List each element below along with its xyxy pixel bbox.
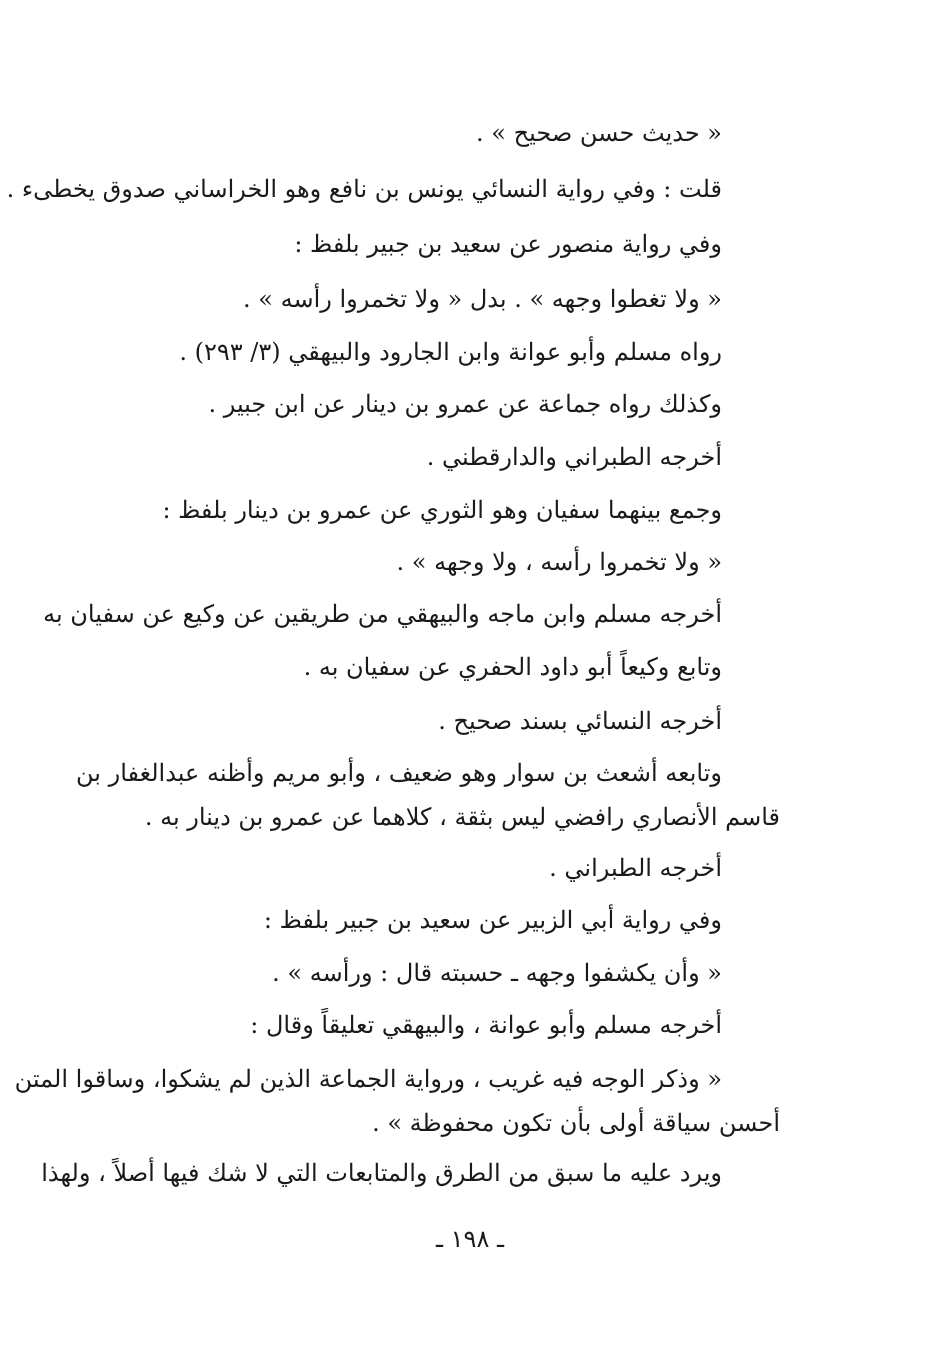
text-line: أخرجه الطبراني . [549, 854, 722, 882]
text-line: « حديث حسن صحيح » . [476, 119, 722, 147]
text-line: « ولا تخمروا رأسه ، ولا وجهه » . [396, 548, 722, 576]
text-line: وتابع وكيعاً أبو داود الحفري عن سفيان به . [303, 653, 722, 681]
text-line: رواه مسلم وأبو عوانة وابن الجارود والبيهقي (٣/ ٢٩٣) . [179, 338, 722, 366]
text-line: وفي رواية منصور عن سعيد بن جبير بلفظ : [294, 230, 722, 258]
text-line: أخرجه الطبراني والدارقطني . [426, 443, 722, 471]
text-line: أخرجه مسلم وابن ماجه والبيهقي من طريقين عن وكيع عن سفيان به [43, 600, 722, 628]
text-line: وفي رواية أبي الزبير عن سعيد بن جبير بلفظ : [263, 906, 722, 934]
text-line: وكذلك رواه جماعة عن عمرو بن دينار عن ابن جبير . [208, 390, 722, 418]
text-line: أخرجه النسائي بسند صحيح . [438, 707, 722, 735]
text-line: ويرد عليه ما سبق من الطرق والمتابعات التي لا شك فيها أصلاً ، ولهذا [41, 1159, 722, 1187]
text-line: « وأن يكشفوا وجهه ـ حسبته قال : ورأسه » . [272, 959, 722, 987]
text-line: وجمع بينهما سفيان وهو الثوري عن عمرو بن دينار بلفظ : [162, 496, 722, 524]
text-line: « ولا تغطوا وجهه » . بدل « ولا تخمروا رأسه » . [243, 285, 722, 313]
page-number: ـ ١٩٨ ـ [435, 1225, 504, 1253]
text-line: وتابعه أشعث بن سوار وهو ضعيف ، وأبو مريم وأظنه عبدالغفار بن [76, 759, 722, 787]
text-line: أحسن سياقة أولى بأن تكون محفوظة » . [372, 1109, 780, 1137]
text-line: « وذكر الوجه فيه غريب ، ورواية الجماعة الذين لم يشكوا، وساقوا المتن [14, 1065, 722, 1093]
text-line: قاسم الأنصاري رافضي ليس بثقة ، كلاهما عن عمرو بن دينار به . [144, 803, 780, 831]
text-line: أخرجه مسلم وأبو عوانة ، والبيهقي تعليقاً وقال : [250, 1011, 722, 1039]
text-line: قلت : وفي رواية النسائي يونس بن نافع وهو الخراساني صدوق يخطىء . [6, 175, 722, 203]
